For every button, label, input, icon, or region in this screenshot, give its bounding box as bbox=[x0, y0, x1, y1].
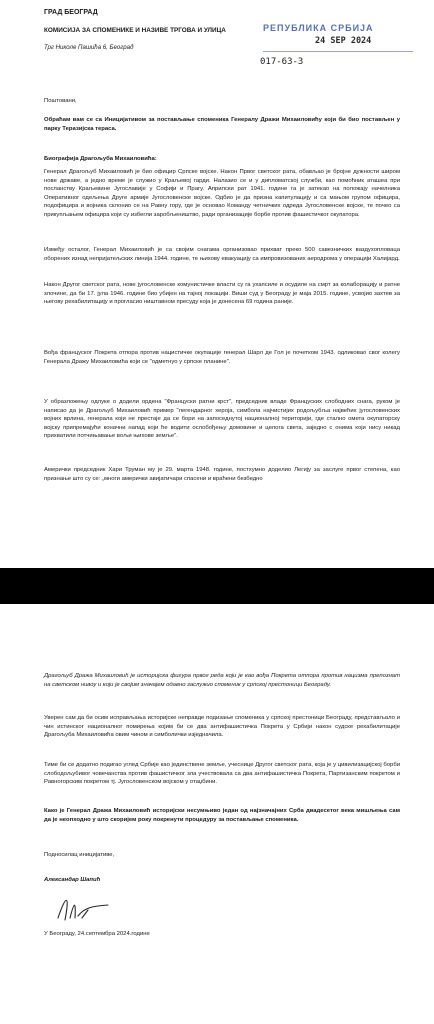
reputation-paragraph: Тиме би се додатно подигао углед Србије као јединствене земље, учеснице Другог светског рата, која је у цивилизацијској борби слободољубивог човечанства против фашистичког зла учествовала са два антифашистичка Покрета, Партизанским покретом и Равногорским покретом тј. Југословенском војском у отаџбини. bbox=[44, 762, 400, 786]
stamp-date: 24 SEP 2024 bbox=[315, 36, 372, 46]
place-date: У Београду, 24.септембра 2024.године bbox=[44, 931, 150, 937]
greeting: Поштовани, bbox=[44, 98, 77, 104]
document-page-2 bbox=[0, 604, 434, 1024]
signer-name: Александар Шапић bbox=[44, 877, 101, 883]
figure-paragraph: Драгољуб Дража Михаиловић је историјска фигура првог реда који је као вођа Покрета отпора против нацизма препознат на светском нивоу и који је својим значајем одавно заслужио споменик у српској престоници Београду. bbox=[44, 673, 400, 688]
bio-paragraph: Генерал Драгољуб Михаиловић је био официр Српске војске. Након Првог светског рата, обављао је бројне дужности широм нове државе, а једно време је служио у Краљевој гарди. Налазио се и у дипломатској служби, као помоћник аташеа при посланству Краљевине Југославије у Софији и Прагу. Априлски рат 1941. године га је затекао на положају начелника Оперативног одељења Друге армије Југословенске војске. Одбио је да призна капитулацију и са мањом групом официра, подофицира и војника склонио се на Равну гору, где је основао Команду четничких одреда Југословенске војске, те почео са прикупљањем официра који су избегли заробљеништво, ради организације борбе против фашистичког окупатора. bbox=[44, 169, 400, 218]
stamp-line bbox=[263, 51, 413, 52]
handwritten-signature bbox=[52, 892, 112, 924]
registry-stamp bbox=[255, 23, 420, 93]
org-name-city: ГРАД БЕОГРАД bbox=[44, 9, 98, 16]
degaulle-paragraph: Вођа француског Покрета отпора против нацистичке окупације генерал Шарл де Гол је почетком 1943. одликовао свог колегу Генерала Дражу Михаиловића који се "одметнуо у српске планине". bbox=[44, 350, 400, 365]
rescue-paragraph: Између осталог, Генерал Михаиловић је са својим снагама организовао прихват преко 500 савезничких ваздухопловаца оборених изнад непријатељских линија 1944. године, те њихову евакуацију са импровизованих аеродрома у операцији Халијард. bbox=[44, 247, 400, 262]
death-paragraph: Након Другог светског рата, нове југословенске комунистичке власти су га ухапсиле и осудиле на смрт за колаборацију и ратне злочине, да би 17. јула 1946. године био убијен на тајној локацији. Виши суд у Београду је маја 2015. године, усвојио захтев за његову рехабилитацију и прогласио ништавном пресуду која је донесена 69 година раније. bbox=[44, 282, 400, 306]
bio-heading: Биографија Драгољуба Михаиловића: bbox=[44, 156, 157, 162]
truman-paragraph: Амерички председник Хари Труман му је 29. марта 1948. године, постхумно доделио Легију за заслуге првог степена, као признање што су се: „многи амерички авијатичари спасени и враћени безбедно bbox=[44, 467, 400, 482]
org-name-commission: КОМИСИЈА ЗА СПОМЕНИКЕ И НАЗИВЕ ТРГОВА И УЛИЦА bbox=[44, 27, 226, 34]
stamp-number: 017-63-3 bbox=[260, 57, 304, 67]
signature-drawing bbox=[52, 892, 112, 924]
org-address: Трг Николе Пашића 6, Београд bbox=[44, 44, 134, 51]
page-gap bbox=[0, 568, 434, 604]
injustice-paragraph: Уверен сам да би осим исправљања историјске неправде подизање споменика у српској престоници Београду, представљало и чин истинског националног помирења којим би се два антифашистичка Покрета у Србији након судске рехабилитације Драгољуба Михаиловића овим чином и симболички изједначила. bbox=[44, 715, 400, 739]
stamp-republic: РЕПУБЛИКА СРБИЈА bbox=[263, 23, 374, 33]
intro-paragraph: Обраћам вам се са Иницијативом за постављање споменика Генералу Дражи Михаиловићу који би био постављен у парку Теразијска тераса. bbox=[44, 117, 400, 132]
submitter-label: Подносилац иницијативе, bbox=[44, 852, 115, 858]
conclusion-paragraph: Како је Генерал Дража Михаиловић историјски несумњиво један од најзначајних Срба двадесетог века мишљења сам да је неопходно у што скоријем року покренути процедуру за постављање споменика. bbox=[44, 808, 400, 823]
croix-paragraph: У образложењу одлуке о додели ордена "Француски ратни крст", председник владе Француских слободних снага, руком је написао да је Драгољуб Михаиловић пример "легендарног хероја, симбола најчистијих родољубља највећих југословенских војних врлина, генерала који не престаје да се бори на запоседнутој националној територији, где стално омета окупаторску војску припремајући коначни напад који ће водити ослобођењу домовине и целога света, заједно с онима који нису никад прихватили потчињавање вољи њихове земље". bbox=[44, 399, 400, 440]
